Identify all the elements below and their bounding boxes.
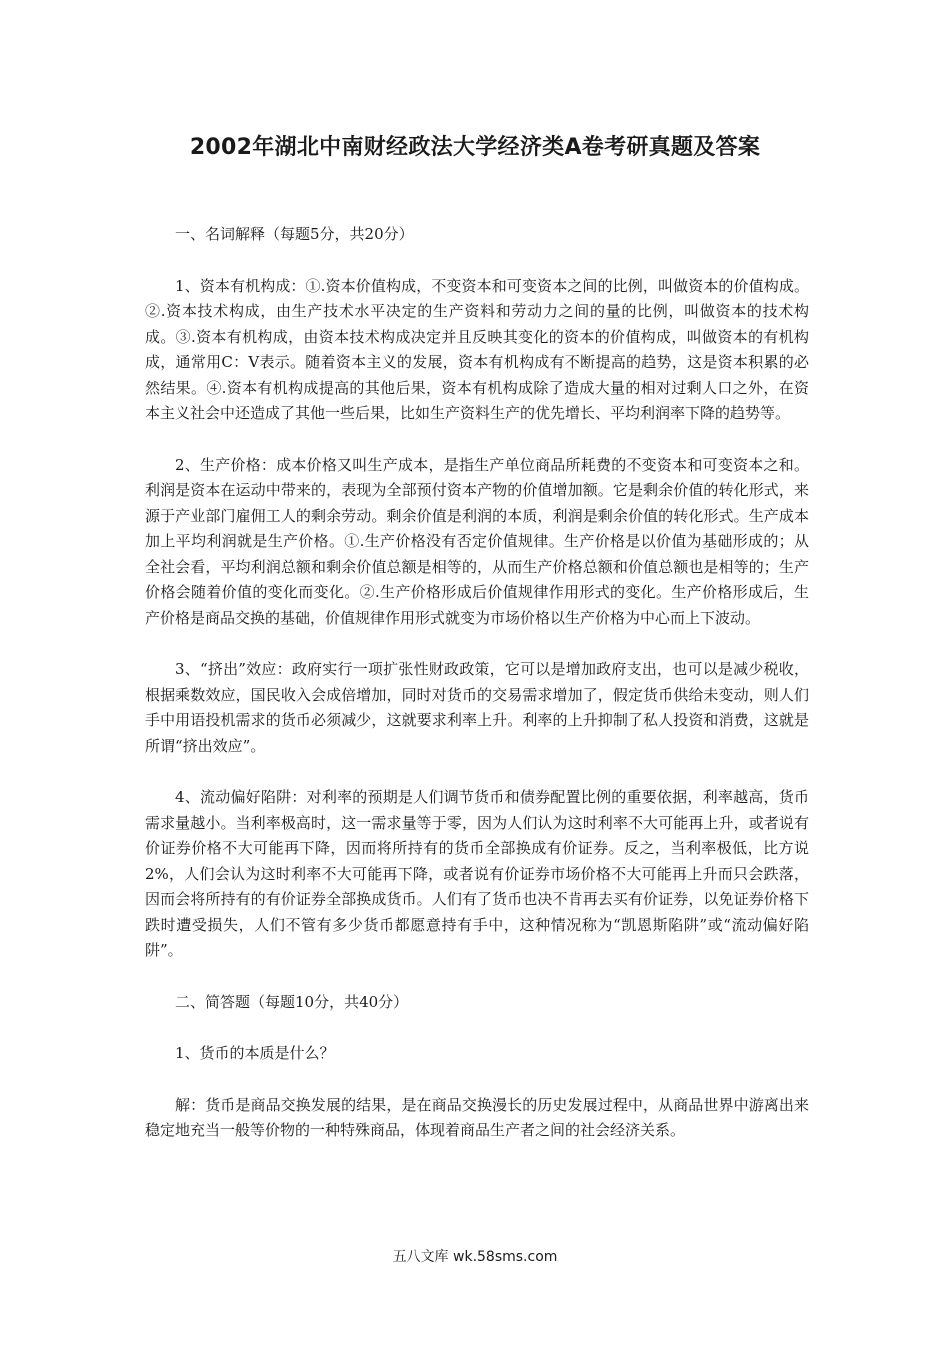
term-crowding-out: 3、“挤出”效应：政府实行一项扩张性财政政策，它可以是增加政府支出，也可以是减少税收，根据乘数效应，国民收入会成倍增加，同时对货币的交易需求增加了，假定货币供给未变动，则人们手中用语投机需求的货币必须减少，这就要求利率上升。利率的上升抑制了私人投资和消费，这就是所谓“挤出效应”。 <box>145 660 809 755</box>
section-heading-short-answer: 二、简答题（每题10分，共40分） <box>175 992 409 1011</box>
page-footer: 五八文库 wk.58sms.com <box>392 1249 558 1265</box>
document-body <box>145 222 809 1170</box>
section-heading-terms: 一、名词解释（每题5分，共20分） <box>175 225 414 243</box>
question-money-nature: 1、货币的本质是什么？ <box>175 1044 335 1062</box>
term-liquidity-trap: 4、流动偏好陷阱：对利率的预期是人们调节货币和债券配置比例的重要依据，利率越高，货币需求量越小。当利率极高时，这一需求量等于零，因为人们认为这时利率不大可能再上升，或者说有价证券价格不大可能再下降，因而将所持有的货币全部换成有价证券。反之，当利率极低，比方说2%，人们会认为这时利率不大可能再下降，或者说有价证券市场价格不大可能再上升而只会跌落，因而会将所持有的有价证券全部换成货币。人们有了货币也决不肯再去买有价证券，以免证券价格下跌时遭受损失，人们不管有多少货币都愿意持有手中，这种情况称为“凯恩斯陷阱”或“流动偏好陷阱”。 <box>145 788 809 959</box>
term-organic-composition: 1、资本有机构成：①.资本价值构成，不变资本和可变资本之间的比例，叫做资本的价值构成。②.资本技术构成，由生产技术水平决定的生产资料和劳动力之间的量的比例，叫做资本的技术构成。③.资本有机构成，由资本技术构成决定并且反映其变化的资本的价值构成，叫做资本的有机构成，通常用C：V表示。随着资本主义的发展，资本有机构成有不断提高的趋势，这是资本积累的必然结果。④.资本有机构成提高的其他后果，资本有机构成除了造成大量的相对过剩人口之外，在资本主义社会中还造成了其他一些后果，比如生产资料生产的优先增长、平均利润率下降的趋势等。 <box>145 276 809 422</box>
answer-money-nature: 解：货币是商品交换发展的结果，是在商品交换漫长的历史发展过程中，从商品世界中游离出来稳定地充当一般等价物的一种特殊商品，体现着商品生产者之间的社会经济关系。 <box>145 1095 809 1139</box>
page-title: 2002年湖北中南财经政法大学经济类A卷考研真题及答案 <box>189 135 761 160</box>
term-production-price: 2、生产价格：成本价格又叫生产成本，是指生产单位商品所耗费的不变资本和可变资本之和。利润是资本在运动中带来的，表现为全部预付资本产物的价值增加额。它是剩余价值的转化形式，来源于产业部门雇佣工人的剩余劳动。剩余价值是利润的本质，利润是剩余价值的转化形式。生产成本加上平均利润就是生产价格。①.生产价格没有否定价值规律。生产价格是以价值为基础形成的；从全社会看，平均利润总额和剩余价值总额是相等的，从而生产价格总额和价值总额也是相等的；生产价格会随着价值的变化而变化。②.生产价格形成后价值规律作用形式的变化。生产价格形成后，生产价格是商品交换的基础，价值规律作用形式就变为市场价格以生产价格为中心而上下波动。 <box>145 455 809 627</box>
